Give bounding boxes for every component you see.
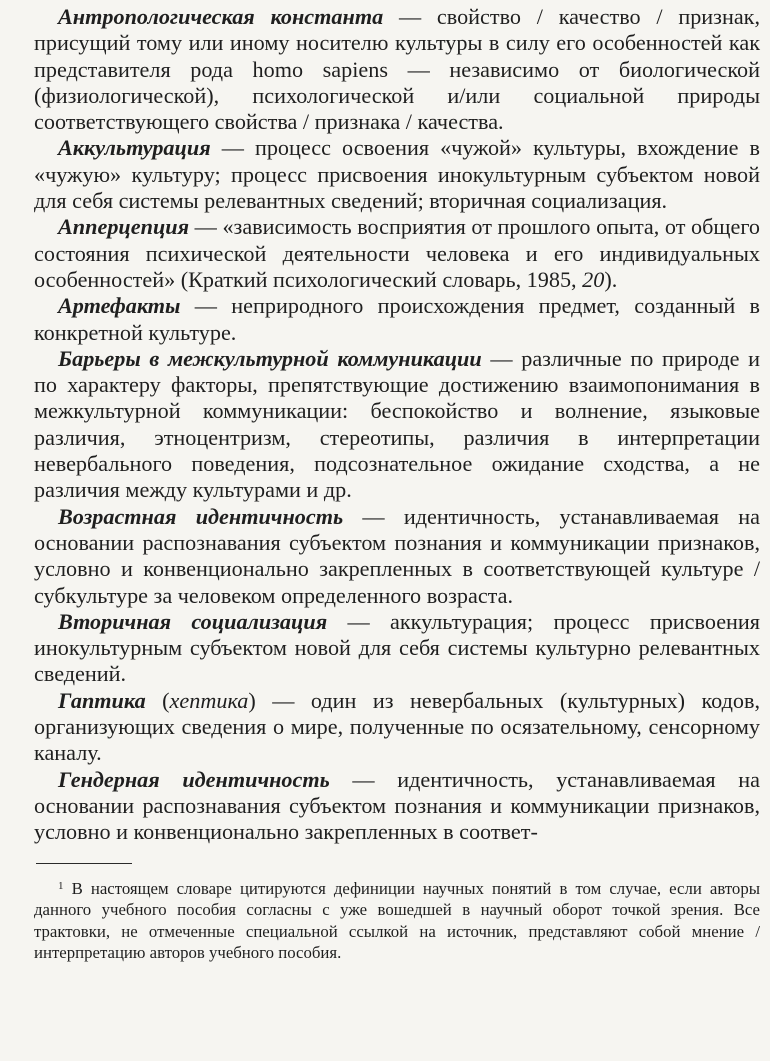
entry-term: Аккультурация [58,135,211,161]
entry-definition: — аккультурация; процесс присвоения инокультурным субъектом новой для себя системы культурно релевантных сведений. [34,608,761,687]
entry-term: Барьеры в межкультурной коммуникации [58,345,482,371]
alt-term-open: ( [145,687,170,713]
entry-definition: — свойство / качество / признак, присущий тому или иному носителю культуры в силу его особенностей как представителя рода homo sapiens — независимо от биологической (физиологической), психологической и/или социальной природы соответствующего свойства / признака / качества. [34,4,760,135]
entry-definition: — «зависимость восприятия от прошлого опыта, от общего состояния психической деятельности человека и его индивидуальных особенностей» (Краткий психологический словарь, 1985, [34,214,760,292]
glossary-entry [34,135,760,214]
entry-term: Возрастная идентичность [58,503,344,529]
entry-definition: ) — один из невербальных (культурных) кодов, организующих сведения о мире, полученные по осязательному, сенсорному каналу. [34,687,761,766]
entry-definition: — идентичность, устанавливаемая на основании распознавания субъектом познания и коммуникации признаков, условно и конвенционально закрепленных в соответствующей культуре / субкультуре за человеком определенного возраста. [34,503,760,608]
glossary-entry [34,293,760,346]
entry-definition: — идентичность, устанавливаемая на основании распознавания субъектом познания и коммуникации признаков, условно и конвенционально закрепленных в соответ- [34,766,760,845]
entry-definition: — различные по природе и по характеру факторы, препятствующие достижению взаимопонимания в межкультурной коммуникации: беспокойство и волнение, языковые различия, этноцентризм, стереотипы, различия в интерпретации невербального поведения, подсознательное ожидание сходства, а не различия между культурами и др. [34,345,761,503]
entry-definition: — неприродного происхождения предмет, созданный в конкретной культуре. [34,293,760,345]
entry-term: Антропологическая константа [58,4,384,29]
entry-term: Гендерная идентичность [58,766,330,792]
entry-definition: — процесс освоения «чужой» культуры, вхождение в «чужую» культуру; процесс присвоения инокультурным субъектом новой для себя системы релевантных сведений; вторичная социализация. [34,135,760,214]
glossary-entry [34,609,760,688]
entry-term: Гаптика [58,687,146,713]
entry-term: Артефакты [58,293,181,319]
footnote-text: В настоящем словаре цитируются дефиниции научных понятий в том случае, если авторы данного учебного пособия согласны с уже вошедшей в научный оборот точкой зрения. Все трактовки, не отмеченные специальной ссылкой на источник, представляют собой мнение / интерпретацию авторов учебного пособия. [34,878,760,963]
glossary-entry [34,346,760,504]
glossary-entry [34,214,760,293]
footnote-mark: 1 [58,879,64,892]
glossary-entry [34,688,760,767]
page-reference: 20 [582,266,605,292]
glossary-entry [34,767,760,846]
glossary [34,4,760,846]
entry-alt-term: хептика [169,687,249,713]
footnote-divider [36,863,132,864]
entry-definition-end: ). [604,266,618,292]
footnote [34,876,760,964]
entry-term: Апперцепция [58,214,190,240]
glossary-entry [34,4,760,135]
entry-term: Вторичная социализация [58,608,328,634]
glossary-entry [34,504,760,609]
